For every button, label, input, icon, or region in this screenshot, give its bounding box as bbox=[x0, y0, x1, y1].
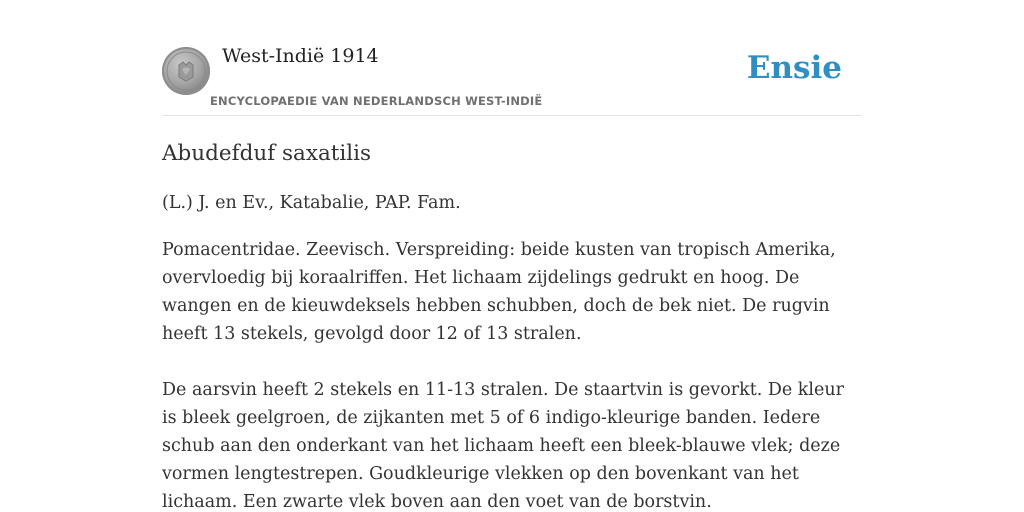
site-header bbox=[162, 40, 862, 116]
coin-emblem-icon bbox=[162, 47, 210, 95]
site-title[interactable]: West-Indië 1914 bbox=[222, 45, 379, 67]
article bbox=[162, 138, 862, 512]
article-title: Abudefduf saxatilis bbox=[162, 141, 372, 166]
ensie-logo-link[interactable]: Ensie bbox=[746, 50, 842, 86]
site-subtitle[interactable]: ENCYCLOPAEDIE VAN NEDERLANDSCH WEST-INDIË bbox=[210, 94, 543, 108]
article-paragraph: Pomacentridae. Zeevisch. Verspreiding: beide kusten van tropisch Amerika, overvloedig bij koraalriffen. Het lichaam zijdelings gedrukt en hoog. De wangen en de kieuwdeksels hebben schubben, doch de bek niet. De rugvin heeft 13 stekels, gevolgd door 12 of 13 stralen. bbox=[162, 240, 836, 344]
article-paragraph: De aarsvin heeft 2 stekels en 11-13 stralen. De staartvin is gevorkt. De kleur is bleek geelgroen, de zijkanten met 5 of 6 indigo-kleurige banden. Iedere schub aan den onderkant van het lichaam heeft een bleek-blauwe vlek; deze vormen lengtestrepen. Goudkleurige vlekken op den bovenkant van het lichaam. Een zwarte vlek boven aan den voet van de borstvin. bbox=[162, 380, 845, 512]
coin-icon[interactable] bbox=[162, 47, 210, 95]
article-meta: (L.) J. en Ev., Katabalie, PAP. Fam. bbox=[162, 193, 461, 213]
